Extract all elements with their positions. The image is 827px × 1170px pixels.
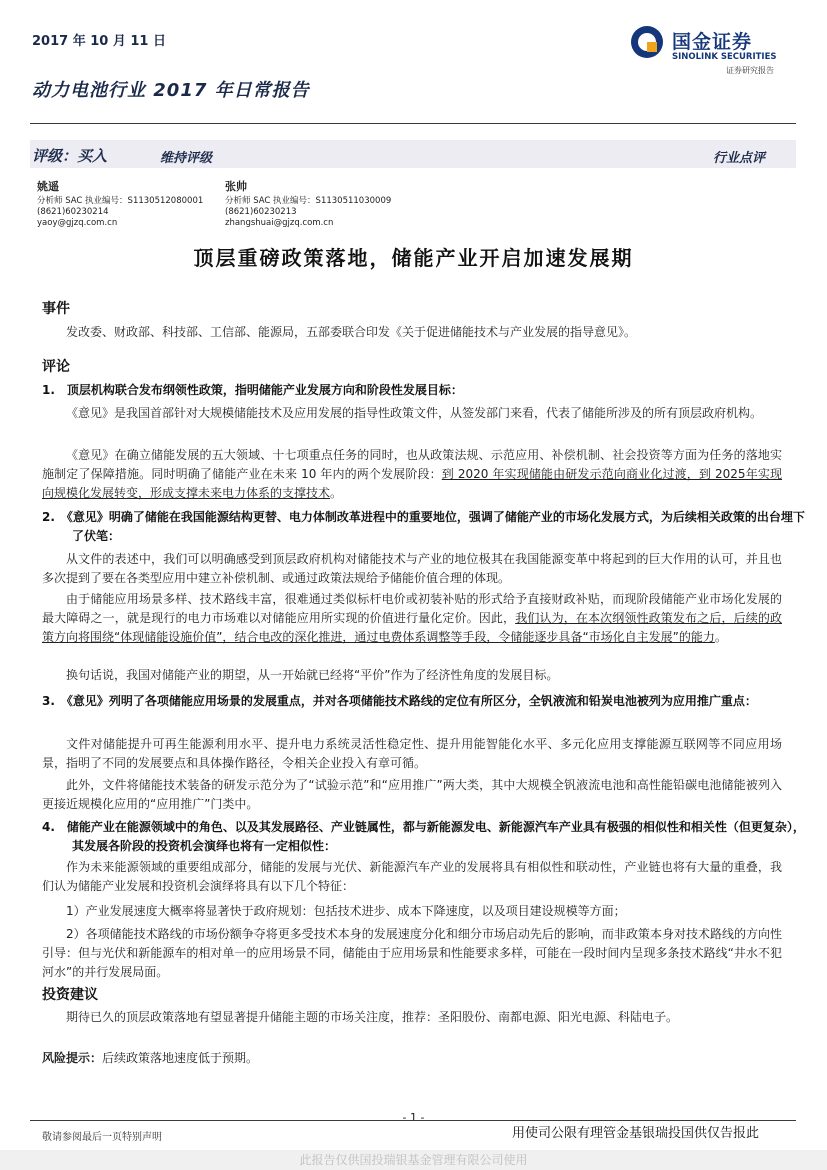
footer-divider: [30, 1120, 796, 1121]
point-4-title: 4. 储能产业在能源领域中的角色、以及其发展路径、产业链属性，都与新能源发电、新能源汽车产业具有极强的相似性和相关性（但更复杂），其发展各阶段的投资机会演绎也将有一定相似性：: [42, 820, 805, 853]
point-2-paragraph-3: 换句话说，我国对储能产业的期望，从一开始就已经将“平价”作为了经济性角度的发展目标。: [66, 668, 559, 682]
risk-note: [42, 1049, 782, 1068]
rating-status: 维持评级: [160, 151, 213, 166]
point-3-title: 3. 《意见》列明了各项储能应用场景的发展重点，并对各项储能技术路线的定位有所区分，全钒液流和铅炭电池被列为应用推广重点：: [42, 694, 757, 708]
point-1-paragraph-2: [42, 446, 782, 503]
point-2-paragraph-2: [42, 590, 782, 647]
analyst-email[interactable]: yaoy@gjzq.com.cn: [37, 218, 118, 228]
comment-heading: 评论: [42, 359, 70, 375]
analyst-card: [225, 180, 391, 229]
invest-heading: 投资建议: [42, 987, 98, 1003]
watermark: 此报告仅供国投瑞银基金管理有限公司使用: [0, 1150, 827, 1170]
point-2-paragraph: 从文件的表述中，我们可以明确感受到顶层政府机构对储能技术与产业的地位极其在我国能源变革中将起到的巨大作用的认可，并且也多次提到了要在各类型应用中建立补偿机制、或通过政策法规给予储能价值合理的体现。: [42, 552, 782, 585]
rating-bar: [30, 140, 796, 168]
logo-mark-icon: [630, 25, 664, 59]
point-1-paragraph: 《意见》是我国首部针对大规模储能技术及应用发展的指导性政策文件，从签发部门来看，代表了储能所涉及的所有顶层政府机构。: [66, 406, 763, 420]
text-run: 。: [330, 486, 343, 500]
header-divider: [30, 123, 796, 124]
point-4-paragraph-3: 2）各项储能技术路线的市场份额争夺将更多受技术本身的发展速度分化和细分市场启动先后的影响，而非政策本身对技术路线的方向性引导：但与光伏和新能源车的相对单一的应用场景不同，储能由于应用场景和性能要求多样，可能在一段时间内呈现多条技术路线“井水不犯河水”的并行发展局面。: [42, 927, 782, 979]
logo-subtitle: 证券研究报告: [726, 66, 774, 75]
point-3-paragraph: 文件对储能提升可再生能源利用水平、提升电力系统灵活性稳定性、提升用能智能化水平、多元化应用支撑能源互联网等不同应用场景，指明了不同的发展要点和具体操作路径，令相关企业投入有章可循。: [42, 737, 782, 770]
text-run: 《意见》在确立储能发展的五大领域、十七项重点任务的同时，也从政策法规、示范应用、补偿机制、社会投资等方面为任务的落地实施制定了保障措施。同时明确了储能产业在未来 10 年内的两个发展阶段：: [42, 448, 782, 481]
logo-english-name: SINOLINK SECURITIES: [672, 52, 777, 62]
report-type: 行业点评: [713, 151, 766, 166]
invest-text: 期待已久的顶层政策落地有望显著提升储能主题的市场关注度，推荐：圣阳股份、南都电源、阳光电源、科陆电子。: [66, 1010, 679, 1024]
risk-label: 风险提示：: [42, 1051, 103, 1065]
point-4-paragraph-2: 1）产业发展速度大概率将显著快于政府规划：包括技术进步、成本下降速度，以及项目建设规模等方面；: [66, 904, 626, 918]
headline: 顶层重磅政策落地，储能产业开启加速发展期: [193, 246, 634, 270]
point-2-title: 2. 《意见》明确了储能在我国能源结构更替、电力体制改革进程中的重要地位，强调了储能产业的市场化发展方式，为后续相关政策的出台埋下了伏笔：: [42, 510, 805, 543]
analyst-email[interactable]: zhangshuai@gjzq.com.cn: [225, 218, 334, 228]
page-number: - 1 -: [402, 1111, 425, 1124]
analyst-name: 张帅: [225, 180, 247, 193]
point-3-paragraph-2: 此外，文件将储能技术装备的研发示范分为了“试验示范”和“应用推广”两大类，其中大规模全钒液流电池和高性能铅碳电池储能被列入更接近规模化应用的“应用推广”门类中。: [42, 778, 782, 811]
disclaimer-note: 敬请参阅最后一页特别声明: [42, 1132, 162, 1143]
analyst-cert: 分析师 SAC 执业编号：S1130511030009: [225, 196, 392, 206]
text-run: 由于储能应用场景多样、技术路线丰富，很难通过类似标杆电价或初装补贴的形式给予直接财政补贴，而现阶段储能产业市场化发展的最大障碍之一，就是现行的电力市场难以对储能应用所实现的价值进行量化定价。因此，: [42, 592, 782, 625]
logo-chinese-name: 国金证券: [672, 31, 753, 53]
usage-note: 用使司公限有理管金基银瑞投国供仅告报此: [512, 1126, 760, 1141]
rating-label: 评级：买入: [32, 147, 108, 165]
report-series-title: 动力电池行业 2017 年日常报告: [32, 80, 310, 101]
event-text: 发改委、财政部、科技部、工信部、能源局，五部委联合印发《关于促进储能技术与产业发展的指导意见》。: [66, 325, 637, 339]
point-4-paragraph: 作为未来能源领域的重要组成部分，储能的发展与光伏、新能源汽车产业的发展将具有相似性和联动性，产业链也将有大量的重叠，我们认为储能产业发展和投资机会演绎将具有以下几个特征：: [42, 860, 782, 893]
risk-text: 后续政策落地速度低于预期。: [102, 1051, 259, 1065]
text-run: 。: [714, 630, 727, 644]
analyst-cert: 分析师 SAC 执业编号：S1130512080001: [37, 196, 204, 206]
analyst-name: 姚遥: [37, 180, 59, 193]
event-heading: 事件: [42, 301, 70, 317]
analyst-phone: (8621)60230213: [225, 207, 297, 217]
point-1-title: 1. 顶层机构联合发布纲领性政策，指明储能产业发展方向和阶段性发展目标：: [42, 383, 463, 397]
underlined-text: 到 2020 年实现储能由研发示范向商业化过渡，到 2025年实现向规模化发展转变，形成支撑未来电力体系的支撑技术: [42, 467, 782, 500]
underlined-text: 我们认为，在本次纲领性政策发布之后，后续的政策方向将围绕“体现储能设施价值”，结合电改的深化推进，通过电费体系调整等手段，令储能逐步具备“市场化自主发展”的能力: [42, 611, 782, 644]
analyst-card: [37, 180, 203, 229]
report-date: 2017 年 10 月 11 日: [32, 34, 166, 49]
analyst-phone: (8621)60230214: [37, 207, 109, 217]
